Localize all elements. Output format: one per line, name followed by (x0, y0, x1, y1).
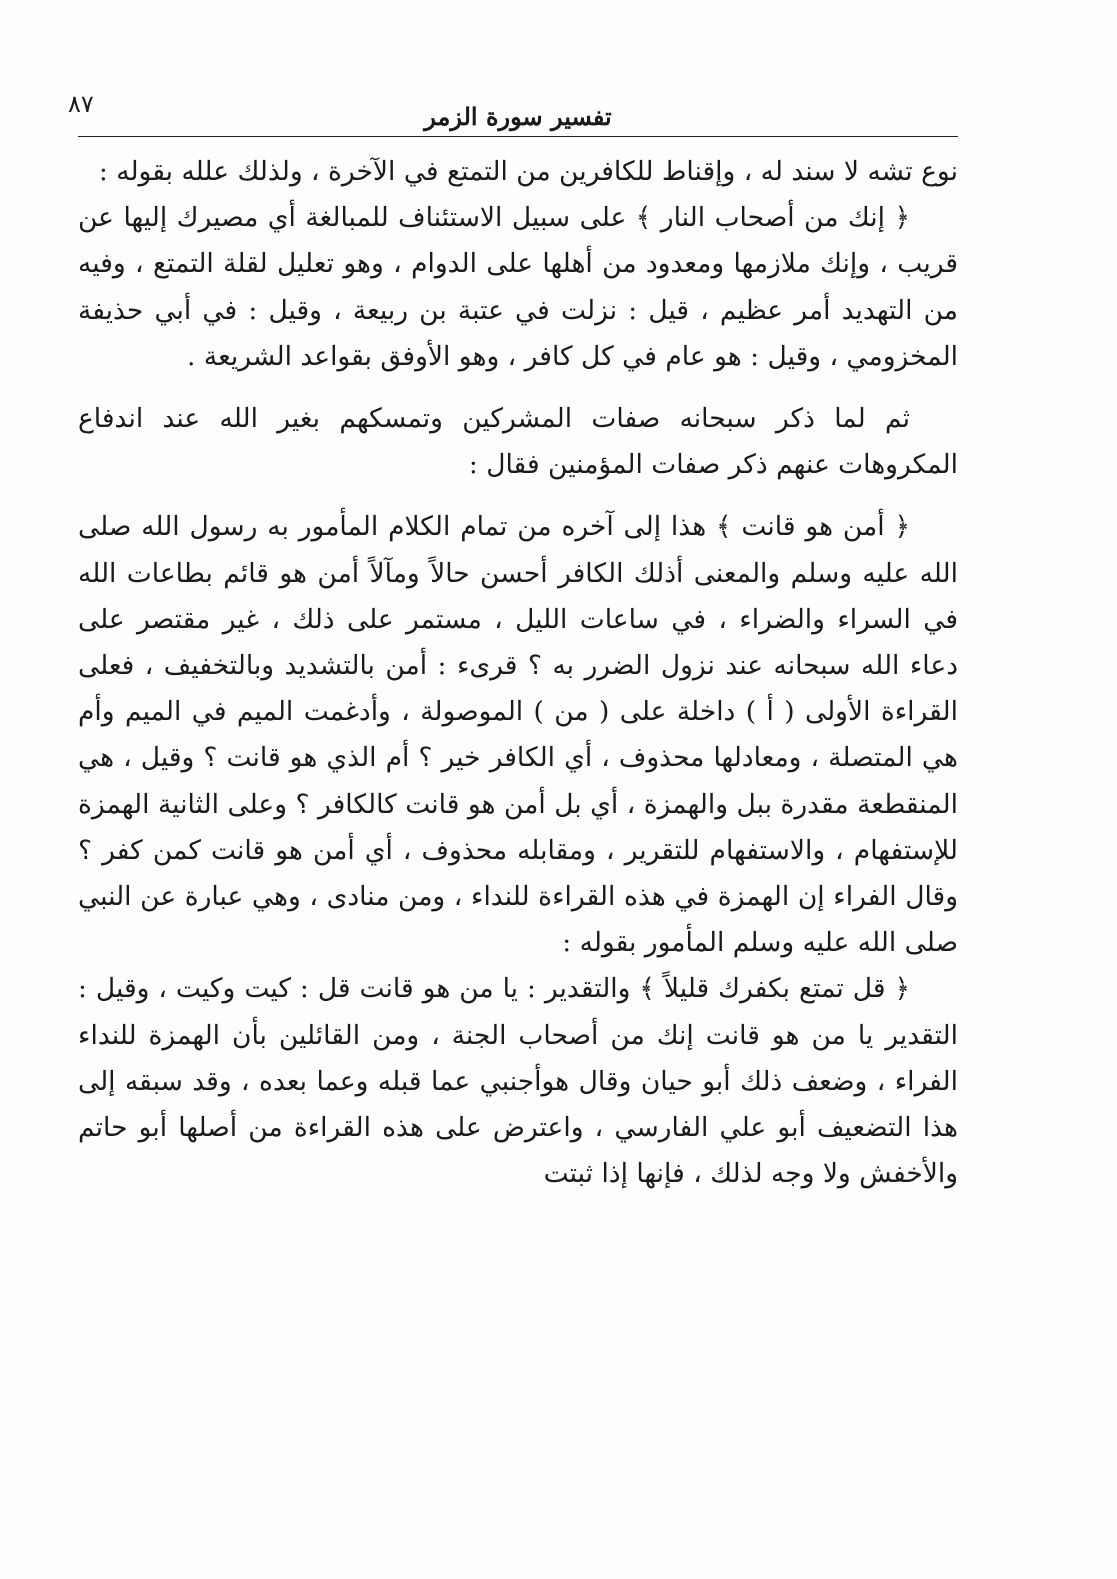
body-text (78, 149, 958, 1197)
paragraph-4: ﴿ أمن هو قانت ﴾ هذا إلى آخره من تمام الكلام المأمور به رسول الله صلى الله عليه وسلم والمعنى أذلك الكافر أحسن حالاً ومآلاً أمن هو قائم بطاعات الله في السراء والضراء ، في ساعات الليل ، مستمر على ذلك ، غير مقتصر على دعاء الله سبحانه عند نزول الضرر به ؟ قرىء : أمن بالتشديد وبالتخفيف ، فعلى القراءة الأولى ( أ ) داخلة على ( من ) الموصولة ، وأدغمت الميم في الميم وأم هي المتصلة ، ومعادلها محذوف ، أي الكافر خير ؟ أم الذي هو قانت ؟ وقيل ، هي المنقطعة مقدرة ببل والهمزة ، أي بل أمن هو قانت كالكافر ؟ وعلى الثانية الهمزة للإستفهام ، والاستفهام للتقرير ، ومقابله محذوف ، أي أمن هو قانت كمن كفر ؟ وقال الفراء إن الهمزة في هذه القراءة للنداء ، ومن منادى ، وهي عبارة عن النبي صلى الله عليه وسلم المأمور بقوله : (78, 511, 958, 959)
paragraph-1: نوع تشه لا سند له ، وإقناط للكافرين من التمتع في الآخرة ، ولذلك علله بقوله : (98, 156, 958, 187)
paragraph-5: ﴿ قل تمتع بكفرك قليلاً ﴾ والتقدير : يا من هو قانت قل : كيت وكيت ، وقيل : التقدير يا من هو قانت إنك من أصحاب الجنة ، ومن القائلين بأن الهمزة للنداء الفراء ، وضعف ذلك أبو حيان وقال هوأجنبي عما قبله وعما بعده ، وقد سبقه إلى هذا التضعيف أبو علي الفارسي ، واعترض على هذه القراءة من أصلها أبو حاتم والأخفش ولا وجه لذلك ، فإنها إذا ثبتت (78, 973, 958, 1190)
page-number: ٨٧ (68, 90, 94, 118)
page (68, 88, 958, 1538)
running-header (68, 88, 958, 137)
paragraph-3: ثم لما ذكر سبحانه صفات المشركين وتمسكهم بغير الله عند اندفاع المكروهات عنهم ذكر صفات المؤمنين فقال : (78, 403, 958, 481)
paragraph-2: ﴿ إنك من أصحاب النار ﴾ على سبيل الاستئناف للمبالغة أي مصيرك إليها عن قريب ، وإنك ملازمها ومعدود من أهلها على الدوام ، وهو تعليل لقلة التمتع ، وفيه من التهديد أمر عظيم ، قيل : نزلت في عتبة بن ربيعة ، وقيل : في أبي حذيفة المخزومي ، وقيل : هو عام في كل كافر ، وهو الأوفق بقواعد الشريعة . (78, 202, 958, 372)
header-title: تفسير سورة الزمر (424, 102, 612, 131)
